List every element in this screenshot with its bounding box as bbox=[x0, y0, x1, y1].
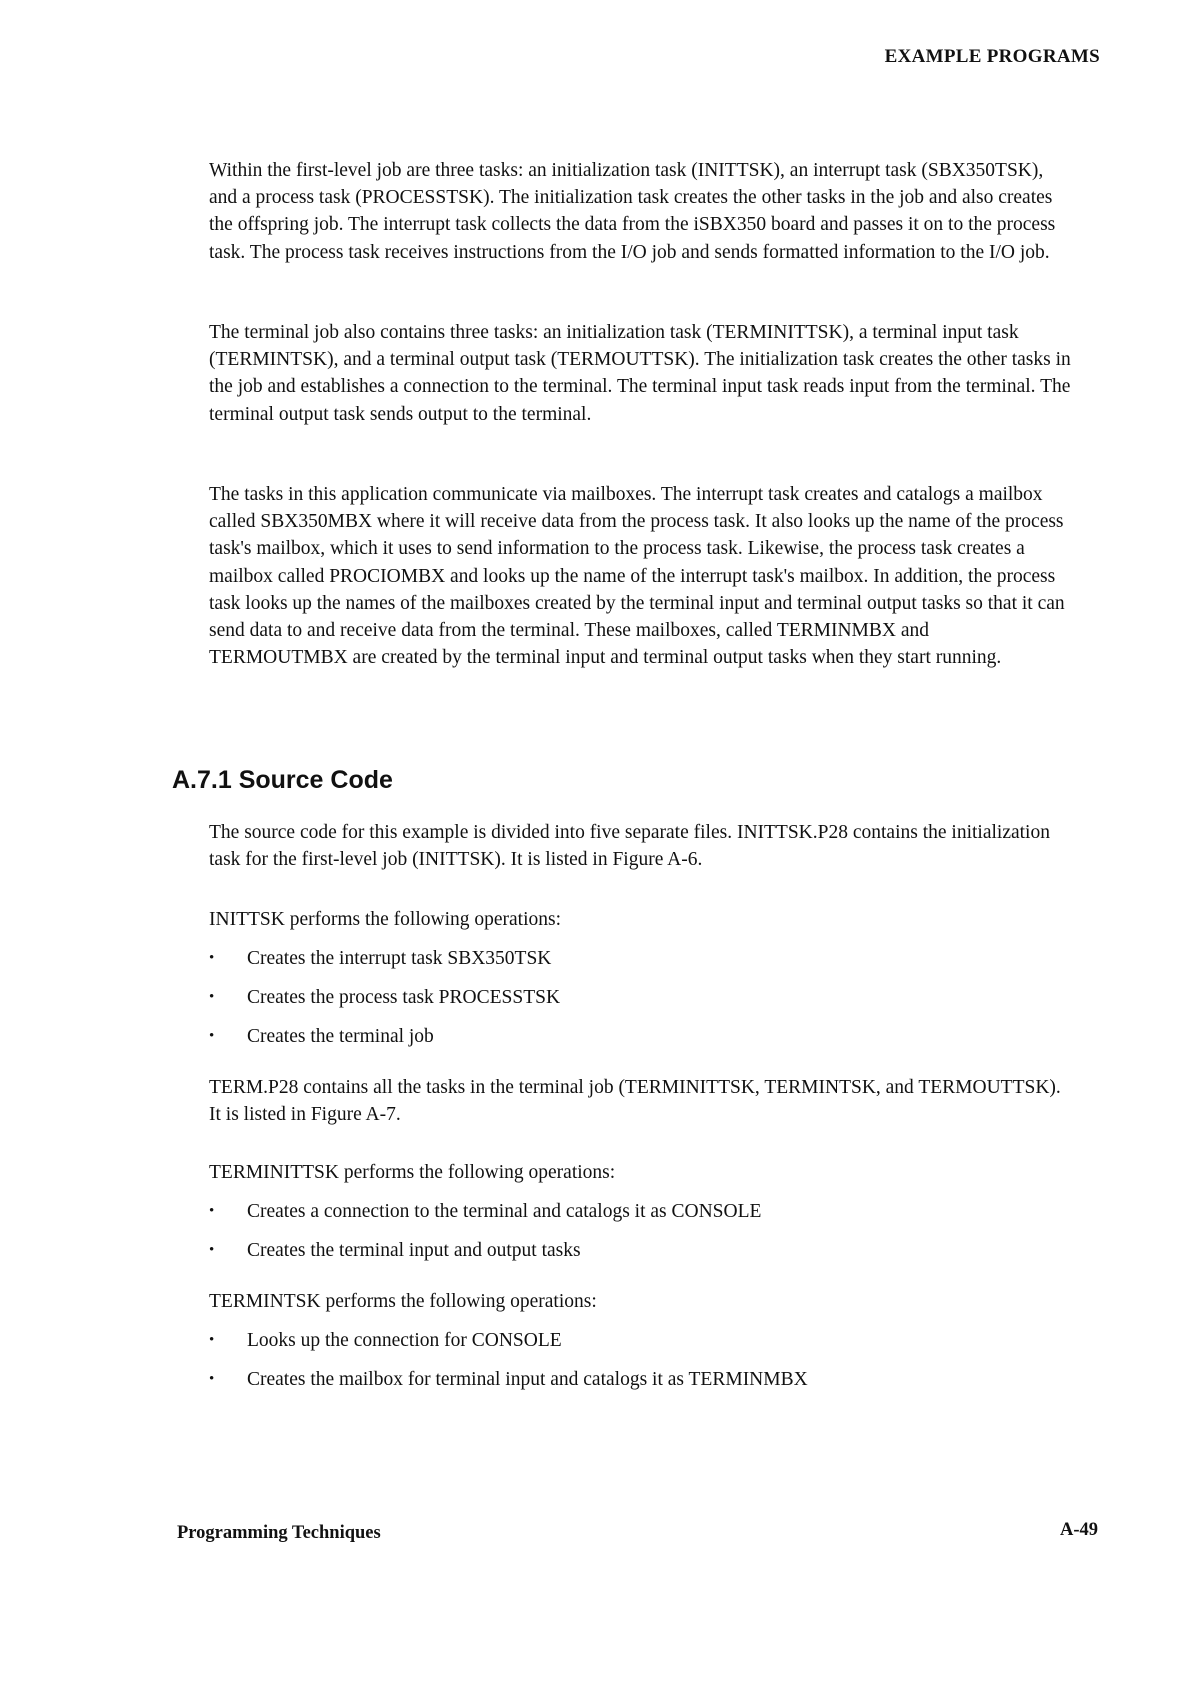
paragraph-text: TERMINITTSK performs the following operations: bbox=[209, 1162, 616, 1183]
paragraph-first-level-job bbox=[209, 157, 1071, 266]
paragraph-text: The tasks in this application communicate via mailboxes. The interrupt task creates and catalogs a mailbox called SBX350MBX where it will receive data from the process task. It also looks up the name of the process task's mailbox, which it uses to send information to the process task. Likewise, the process task creates a mailbox called PROCIOMBX and looks up the name of the interrupt task's mailbox. In addition, the process task looks up the names of the mailboxes created by the terminal input and terminal output tasks so that it can send data to and receive data from the terminal. These mailboxes, called TERMINMBX and TERMOUTMBX are created by the terminal input and terminal output tasks when they start running. bbox=[209, 484, 1065, 669]
list-item bbox=[209, 1198, 761, 1225]
list-item bbox=[209, 945, 551, 972]
list-item-text: Creates the mailbox for terminal input and catalogs it as TERMINMBX bbox=[247, 1369, 808, 1390]
section-heading: A.7.1 Source Code bbox=[172, 766, 393, 794]
footer-book-title: Programming Techniques bbox=[177, 1523, 381, 1543]
paragraph-text: The source code for this example is divided into five separate files. INITTSK.P28 contains the initialization task for the first-level job (INITTSK). It is listed in Figure A-6. bbox=[209, 822, 1050, 871]
list-item-text: Creates the terminal input and output tasks bbox=[247, 1240, 581, 1261]
bullet-icon: • bbox=[209, 1242, 215, 1258]
paragraph-term-intro bbox=[209, 1074, 1071, 1128]
paragraph-text: INITTSK performs the following operations: bbox=[209, 909, 562, 930]
bullet-icon: • bbox=[209, 1332, 215, 1348]
bullet-icon: • bbox=[209, 1371, 215, 1387]
bullet-icon: • bbox=[209, 1203, 215, 1219]
paragraph-text: TERMINTSK performs the following operations: bbox=[209, 1291, 597, 1312]
running-head: EXAMPLE PROGRAMS bbox=[884, 46, 1100, 67]
list-item-text: Creates the interrupt task SBX350TSK bbox=[247, 948, 552, 969]
paragraph-source-intro bbox=[209, 819, 1071, 873]
list-item-text: Creates the terminal job bbox=[247, 1026, 434, 1047]
list-item-text: Creates the process task PROCESSTSK bbox=[247, 987, 561, 1008]
list-item bbox=[209, 1237, 581, 1264]
paragraph-text: The terminal job also contains three tasks: an initialization task (TERMINITTSK), a terminal input task (TERMINTSK), and a terminal output task (TERMOUTTSK). The initialization task creates the other tasks in the job and establishes a connection to the terminal. The terminal input task reads input from the terminal. The terminal output task sends output to the terminal. bbox=[209, 322, 1071, 425]
list-item-text: Creates a connection to the terminal and catalogs it as CONSOLE bbox=[247, 1201, 762, 1222]
inittsk-lead bbox=[209, 906, 1071, 933]
list-item bbox=[209, 984, 560, 1011]
bullet-icon: • bbox=[209, 1028, 215, 1044]
paragraph-terminal-job bbox=[209, 319, 1071, 428]
bullet-icon: • bbox=[209, 950, 215, 966]
footer-page-number: A-49 bbox=[1059, 1520, 1098, 1540]
list-item bbox=[209, 1327, 562, 1354]
terminittsk-lead bbox=[209, 1159, 1071, 1186]
list-item-text: Looks up the connection for CONSOLE bbox=[247, 1330, 562, 1351]
paragraph-mailboxes bbox=[209, 481, 1071, 671]
list-item bbox=[209, 1023, 434, 1050]
bullet-icon: • bbox=[209, 989, 215, 1005]
list-item bbox=[209, 1366, 808, 1393]
paragraph-text: TERM.P28 contains all the tasks in the terminal job (TERMINITTSK, TERMINTSK, and TERMOUTTSK). It is listed in Figure A-7. bbox=[209, 1077, 1061, 1126]
termintsk-lead bbox=[209, 1288, 1071, 1315]
paragraph-text: Within the first-level job are three tasks: an initialization task (INITTSK), an interrupt task (SBX350TSK), and a process task (PROCESSTSK). The initialization task creates the other tasks in the job and also creates the offspring job. The interrupt task collects the data from the iSBX350 board and passes it on to the process task. The process task receives instructions from the I/O job and sends formatted information to the I/O job. bbox=[209, 160, 1056, 263]
